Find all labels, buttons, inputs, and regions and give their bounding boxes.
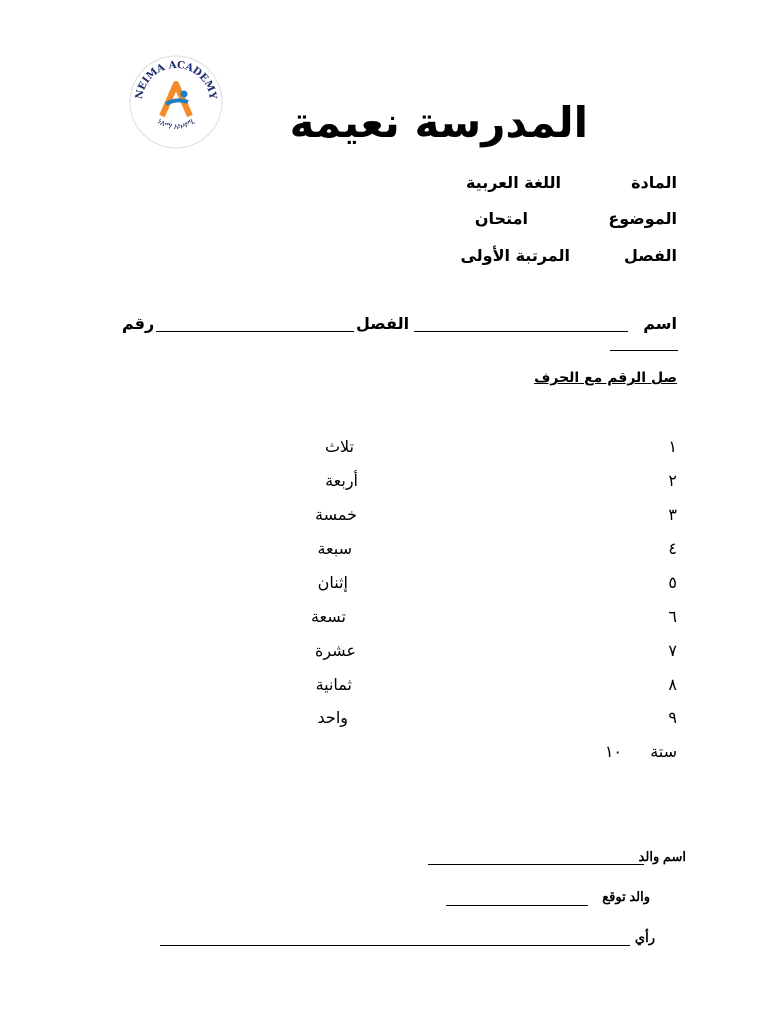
student-name-line[interactable] <box>414 331 628 332</box>
match-word-1: تلاث <box>324 437 354 456</box>
match-word-8: ثمانية <box>315 675 352 694</box>
match-number-6: ٦ <box>668 607 677 626</box>
match-number-3: ٣ <box>668 505 677 524</box>
student-class-label: الفصل <box>356 314 410 333</box>
parent-name-line[interactable] <box>428 864 644 865</box>
match-word-3: خمسة <box>315 505 357 524</box>
opinion-line[interactable] <box>160 945 630 946</box>
svg-text:ነእማ አካዳሚ: ነእማ አካዳሚ <box>155 116 197 132</box>
svg-text:NEIMA ACADEMY: NEIMA ACADEMY <box>133 59 218 101</box>
match-word-5: إثنان <box>317 573 348 592</box>
match-number-10: ١٠ <box>604 742 622 761</box>
subject-value: اللغة العربية <box>465 173 561 192</box>
subject-label: المادة <box>631 173 677 192</box>
student-class-line[interactable] <box>156 331 354 332</box>
match-number-4: ٤ <box>668 539 677 558</box>
class-label: الفصل <box>623 246 677 265</box>
match-word-6: تسعة <box>310 607 346 626</box>
match-word-10: ستة <box>650 742 677 761</box>
class-value: المرتبة الأولى <box>460 246 570 265</box>
match-number-1: ١ <box>668 437 677 456</box>
match-number-5: ٥ <box>668 573 677 592</box>
topic-value: امتحان <box>474 209 528 228</box>
student-name-label: اسم <box>643 314 677 333</box>
parent-name-label: اسم والد <box>638 849 686 864</box>
instruction-text: صل الرقم مع الحرف <box>534 370 677 386</box>
match-word-9: واحد <box>317 708 348 727</box>
parent-sign-line[interactable] <box>446 905 588 906</box>
match-number-9: ٩ <box>668 708 677 727</box>
match-number-7: ٧ <box>668 641 677 660</box>
match-word-2: أربعة <box>325 471 358 490</box>
parent-sign-label: والد توقع <box>602 889 650 904</box>
page-title: المدرسة نعيمة <box>289 98 588 147</box>
student-number-line[interactable] <box>610 350 678 351</box>
opinion-label: رأي <box>634 930 655 945</box>
neima-academy-logo <box>128 54 224 150</box>
match-number-2: ٢ <box>668 471 677 490</box>
topic-label: الموضوع <box>608 209 677 228</box>
match-number-8: ٨ <box>668 675 677 694</box>
student-number-label: رقم <box>122 314 155 333</box>
match-word-4: سبعة <box>317 539 352 558</box>
match-word-7: عشرة <box>314 641 356 660</box>
